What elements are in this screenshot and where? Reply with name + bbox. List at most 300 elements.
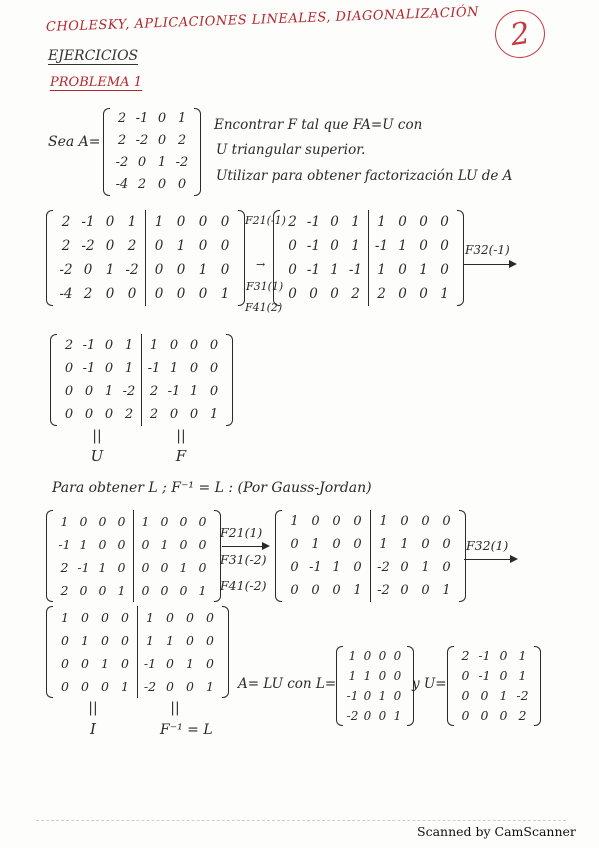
- matrix-cell: 0: [198, 560, 207, 575]
- matrix-cell: 0: [363, 709, 372, 723]
- matrix-cell: 1: [220, 286, 230, 302]
- op-f31-neg: F31(-2): [220, 552, 267, 567]
- matrix-cell: -1: [309, 560, 322, 575]
- matrix-cell: 1: [176, 238, 186, 254]
- matrix-cell: 1: [198, 262, 208, 278]
- matrix-cell: 0: [332, 537, 341, 552]
- matrix-cell: 0: [288, 238, 297, 254]
- matrix-cell: 1: [121, 679, 129, 694]
- matrix-cell: 0: [160, 560, 169, 575]
- matrix-left-bracket: [50, 334, 57, 426]
- matrix-cell: 2: [288, 214, 297, 230]
- matrix-cell: 0: [311, 583, 320, 598]
- problem-heading: PROBLEMA 1: [50, 75, 142, 90]
- matrix-cell: 1: [79, 537, 88, 552]
- matrix-cell: 0: [461, 688, 470, 703]
- op-f32-pos: F32(1): [466, 538, 509, 553]
- matrix-grid: [110, 108, 194, 196]
- matrix-cell: 1: [146, 633, 154, 648]
- matrix-cell: 1: [157, 155, 167, 170]
- op-f21-pos: F21(1): [220, 525, 263, 540]
- matrix-cell: 0: [400, 514, 409, 529]
- matrix-cell: 0: [378, 669, 387, 683]
- matrix-cell: 0: [104, 338, 114, 353]
- matrix-cell: 0: [117, 560, 126, 575]
- matrix-cell: 2: [518, 708, 527, 723]
- matrix-cell: 0: [154, 286, 164, 302]
- matrix-cell: 1: [81, 633, 89, 648]
- arrow-inverse-1: [222, 546, 268, 547]
- matrix-cell: 2: [61, 214, 71, 230]
- matrix-cell: 0: [154, 262, 164, 278]
- matrix-cell: -1: [82, 338, 96, 353]
- matrix-cell: 0: [169, 407, 179, 422]
- matrix-cell: 1: [351, 214, 360, 230]
- matrix-cell: 1: [348, 649, 357, 663]
- matrix-cell: 0: [499, 668, 508, 683]
- matrix-cell: 0: [157, 111, 167, 126]
- matrix-cell: 2: [149, 407, 159, 422]
- matrix-cell: 1: [154, 214, 164, 230]
- matrix-cell: 1: [442, 583, 451, 598]
- matrix-cell: -2: [122, 384, 136, 399]
- matrix-cell: -1: [143, 656, 157, 671]
- matrix-cell: 0: [209, 384, 219, 399]
- matrix-cell: 0: [64, 384, 74, 399]
- matrix-cell: 0: [179, 537, 188, 552]
- matrix-cell: 0: [127, 286, 137, 302]
- matrix-right-bracket: [459, 510, 466, 602]
- matrix-cell: 1: [209, 407, 219, 422]
- matrix-cell: 0: [101, 633, 109, 648]
- matrix-cell: 1: [419, 262, 428, 278]
- matrix-right-bracket: [222, 606, 229, 698]
- matrix-cell: 1: [146, 610, 154, 625]
- matrix-cell: 0: [166, 610, 174, 625]
- matrix-grid: [141, 334, 226, 426]
- matrix-cell: 1: [169, 361, 179, 376]
- matrix-cell: 2: [64, 338, 74, 353]
- equals-bar-u: ||: [92, 428, 102, 444]
- matrix-cell: 1: [440, 286, 449, 302]
- matrix-cell: 0: [220, 262, 230, 278]
- matrix-cell: -1: [77, 560, 90, 575]
- matrix-cell: 0: [440, 262, 449, 278]
- matrix-cell: -1: [306, 238, 321, 254]
- matrix-right-bracket: [534, 646, 541, 726]
- matrix-l: [336, 646, 414, 726]
- matrix-cell: 0: [186, 610, 194, 625]
- matrix-cell: 0: [393, 669, 402, 683]
- matrix-cell: 0: [393, 689, 402, 703]
- matrix-cell: -1: [58, 537, 71, 552]
- matrix-cell: 0: [98, 583, 107, 598]
- matrix-cell: 0: [64, 361, 74, 376]
- matrix-cell: 0: [189, 407, 199, 422]
- matrix-cell: 0: [117, 514, 126, 529]
- matrix-cell: 0: [105, 238, 115, 254]
- matrix-cell: 1: [330, 262, 339, 278]
- matrix-cell: 0: [206, 610, 214, 625]
- matrix-cell: 0: [330, 238, 339, 254]
- matrix-left-bracket: [103, 108, 110, 196]
- label-f: F: [175, 447, 187, 465]
- matrix-cell: 0: [499, 648, 508, 663]
- matrix-cell: 0: [84, 384, 94, 399]
- matrix-cell: 2: [61, 238, 71, 254]
- matrix-cell: -1: [82, 361, 96, 376]
- matrix-cell: 1: [379, 514, 388, 529]
- matrix-cell: 1: [141, 514, 150, 529]
- matrix-cell: 0: [332, 514, 341, 529]
- op-f21: F21(-1): [245, 214, 286, 227]
- label-u: U: [90, 447, 104, 465]
- matrix-cell: 1: [166, 633, 174, 648]
- matrix-cell: 0: [141, 583, 150, 598]
- matrix-cell: 2: [124, 407, 134, 422]
- matrix-cell: -1: [81, 214, 95, 230]
- matrix-grid: [145, 210, 238, 306]
- matrix-cell: 1: [290, 514, 299, 529]
- matrix-cell: 2: [83, 286, 93, 302]
- matrix-cell: 0: [442, 560, 451, 575]
- matrix-cell: 0: [61, 679, 69, 694]
- matrix-cell: 0: [177, 177, 187, 192]
- label-i: I: [90, 720, 96, 738]
- matrix-cell: 0: [330, 286, 339, 302]
- matrix-cell: 0: [64, 407, 74, 422]
- matrix-cell: 1: [124, 361, 134, 376]
- matrix-cell: 0: [398, 214, 407, 230]
- arrow-step-2: [463, 264, 515, 265]
- matrix-cell: 0: [186, 679, 194, 694]
- augmented-matrix-step-3: [50, 334, 233, 426]
- matrix-cell: 1: [379, 537, 388, 552]
- matrix-grid: [137, 606, 222, 698]
- matrix-cell: 0: [209, 361, 219, 376]
- matrix-cell: 1: [189, 384, 199, 399]
- matrix-cell: 1: [105, 262, 115, 278]
- matrix-cell: 0: [440, 238, 449, 254]
- matrix-cell: 0: [206, 633, 214, 648]
- page-number: 2: [508, 15, 532, 53]
- matrix-cell: 1: [421, 560, 430, 575]
- equals-bar-i: ||: [88, 700, 98, 716]
- matrix-cell: 1: [311, 537, 320, 552]
- matrix-cell: -2: [377, 583, 390, 598]
- matrix-cell: 0: [166, 656, 174, 671]
- matrix-cell: 0: [84, 407, 94, 422]
- matrix-cell: 1: [179, 560, 188, 575]
- augmented-matrix-inverse-1: [46, 510, 221, 602]
- matrix-cell: 1: [127, 214, 137, 230]
- matrix-cell: -1: [135, 111, 149, 126]
- matrix-left-bracket: [275, 510, 282, 602]
- matrix-cell: 0: [160, 583, 169, 598]
- page-title: CHOLESKY, APLICACIONES LINEALES, DIAGONALIZACIÓN: [45, 4, 480, 35]
- matrix-grid: [282, 510, 370, 602]
- matrix-cell: 2: [127, 238, 137, 254]
- matrix-cell: -2: [516, 688, 529, 703]
- matrix-cell: 1: [98, 560, 107, 575]
- matrix-cell: 0: [160, 514, 169, 529]
- matrix-grid: [53, 510, 133, 602]
- matrix-cell: 0: [198, 514, 207, 529]
- matrix-left-bracket: [447, 646, 454, 726]
- matrix-cell: 0: [104, 361, 114, 376]
- matrix-right-bracket: [457, 210, 464, 306]
- matrix-cell: -1: [167, 384, 181, 399]
- matrix-cell: 1: [149, 338, 159, 353]
- augmented-matrix-inverse-3: [46, 606, 229, 698]
- matrix-cell: 2: [149, 384, 159, 399]
- matrix-cell: 1: [353, 583, 362, 598]
- matrix-cell: 0: [189, 361, 199, 376]
- matrix-cell: 1: [363, 669, 372, 683]
- matrix-cell: 0: [311, 514, 320, 529]
- matrix-cell: 0: [220, 238, 230, 254]
- matrix-cell: 0: [186, 633, 194, 648]
- matrix-cell: 0: [393, 649, 402, 663]
- matrix-cell: 0: [398, 286, 407, 302]
- matrix-grid: [343, 646, 407, 726]
- matrix-cell: -2: [143, 679, 157, 694]
- matrix-cell: 1: [160, 537, 169, 552]
- matrix-cell: -2: [81, 238, 95, 254]
- matrix-cell: 0: [421, 514, 430, 529]
- matrix-cell: 0: [353, 514, 362, 529]
- matrix-cell: 1: [393, 709, 402, 723]
- matrix-a: [103, 108, 201, 196]
- matrix-grid: [133, 510, 214, 602]
- matrix-cell: 1: [377, 214, 386, 230]
- matrix-cell: 0: [288, 262, 297, 278]
- label-finv-eq-l: F⁻¹ = L: [160, 722, 213, 738]
- matrix-cell: 0: [461, 708, 470, 723]
- matrix-cell: 1: [104, 384, 114, 399]
- matrix-cell: -1: [478, 668, 491, 683]
- matrix-cell: 0: [61, 656, 69, 671]
- matrix-cell: 0: [400, 560, 409, 575]
- matrix-cell: 0: [421, 583, 430, 598]
- matrix-cell: 0: [105, 286, 115, 302]
- matrix-cell: -2: [346, 709, 359, 723]
- matrix-cell: 0: [176, 214, 186, 230]
- matrix-cell: 1: [351, 238, 360, 254]
- matrix-grid: [280, 210, 368, 306]
- op-f41-neg: F41(-2): [220, 578, 267, 593]
- footer-divider: [36, 820, 566, 821]
- matrix-cell: 0: [121, 610, 129, 625]
- matrix-cell: 2: [60, 583, 69, 598]
- matrix-cell: 0: [81, 679, 89, 694]
- matrix-cell: 0: [220, 214, 230, 230]
- section-heading: EJERCICIOS: [48, 48, 139, 64]
- matrix-cell: -2: [115, 155, 129, 170]
- matrix-cell: 0: [179, 514, 188, 529]
- matrix-cell: 2: [177, 133, 187, 148]
- matrix-cell: 0: [332, 583, 341, 598]
- matrix-cell: -1: [147, 361, 161, 376]
- matrix-cell: 1: [101, 656, 109, 671]
- matrix-grid: [370, 510, 459, 602]
- matrix-cell: 1: [186, 656, 194, 671]
- matrix-right-bracket: [226, 334, 233, 426]
- matrix-cell: 1: [61, 610, 69, 625]
- matrix-cell: 1: [499, 688, 508, 703]
- matrix-left-bracket: [46, 210, 53, 306]
- matrix-cell: 1: [398, 238, 407, 254]
- matrix-cell: 0: [98, 537, 107, 552]
- matrix-cell: 0: [206, 656, 214, 671]
- matrix-cell: 0: [169, 338, 179, 353]
- matrix-cell: 0: [419, 286, 428, 302]
- matrix-grid: [53, 606, 137, 698]
- matrix-cell: 0: [421, 537, 430, 552]
- matrix-cell: 0: [398, 262, 407, 278]
- matrix-cell: 0: [290, 537, 299, 552]
- matrix-cell: -2: [377, 560, 390, 575]
- matrix-cell: 0: [419, 238, 428, 254]
- matrix-grid: [454, 646, 534, 726]
- matrix-cell: 0: [141, 537, 150, 552]
- matrix-cell: 1: [518, 648, 527, 663]
- result-mid: y U=: [412, 676, 447, 692]
- matrix-left-bracket: [46, 606, 53, 698]
- page-number-circle: [492, 7, 548, 61]
- matrix-cell: 1: [400, 537, 409, 552]
- matrix-cell: 0: [353, 560, 362, 575]
- matrix-cell: 0: [176, 262, 186, 278]
- matrix-cell: 1: [124, 338, 134, 353]
- matrix-cell: 0: [198, 286, 208, 302]
- matrix-cell: -4: [115, 177, 129, 192]
- augmented-matrix-inverse-2: [275, 510, 466, 602]
- matrix-cell: 0: [378, 649, 387, 663]
- matrix-cell: 1: [60, 514, 69, 529]
- matrix-cell: 0: [309, 286, 318, 302]
- statement-line-2: U triangular superior.: [216, 142, 366, 158]
- matrix-cell: 1: [378, 689, 387, 703]
- matrix-cell: 0: [189, 338, 199, 353]
- matrix-cell: -2: [175, 155, 189, 170]
- matrix-cell: 0: [209, 338, 219, 353]
- matrix-cell: 1: [206, 679, 214, 694]
- matrix-left-bracket: [336, 646, 343, 726]
- matrix-cell: 0: [61, 633, 69, 648]
- matrix-cell: 0: [363, 689, 372, 703]
- matrix-cell: -1: [348, 262, 363, 278]
- matrix-grid: [53, 210, 145, 306]
- matrix-cell: 0: [330, 214, 339, 230]
- matrix-cell: 0: [166, 679, 174, 694]
- matrix-right-bracket: [194, 108, 201, 196]
- matrix-cell: 1: [348, 669, 357, 683]
- augmented-matrix-step-1: [46, 210, 245, 306]
- matrix-cell: 1: [332, 560, 341, 575]
- matrix-cell: 2: [60, 560, 69, 575]
- equals-bar-f: ||: [176, 428, 186, 444]
- matrix-cell: 0: [198, 537, 207, 552]
- matrix-cell: 0: [499, 708, 508, 723]
- op-f31: F31(1): [246, 280, 284, 293]
- matrix-cell: 1: [198, 583, 207, 598]
- matrix-cell: 0: [105, 214, 115, 230]
- matrix-cell: 0: [81, 656, 89, 671]
- matrix-cell: 0: [157, 133, 167, 148]
- matrix-cell: 1: [177, 111, 187, 126]
- matrix-cell: 0: [378, 709, 387, 723]
- matrix-cell: 0: [480, 688, 489, 703]
- matrix-cell: 1: [518, 668, 527, 683]
- matrix-cell: 0: [121, 656, 129, 671]
- matrix-cell: 0: [198, 214, 208, 230]
- result-prefix: A= LU con L=: [238, 676, 337, 692]
- matrix-cell: 0: [288, 286, 297, 302]
- matrix-cell: 2: [351, 286, 360, 302]
- matrix-cell: -1: [374, 238, 389, 254]
- op-arrow-1: →: [256, 258, 266, 271]
- op-f32-neg: F32(-1): [465, 243, 510, 257]
- matrix-cell: 0: [440, 214, 449, 230]
- matrix-cell: 0: [81, 610, 89, 625]
- matrix-cell: 0: [157, 177, 167, 192]
- matrix-cell: -2: [125, 262, 139, 278]
- op-f41: F41(2): [245, 301, 283, 314]
- matrix-cell: 2: [117, 111, 127, 126]
- matrix-cell: 0: [198, 238, 208, 254]
- matrix-grid: [368, 210, 457, 306]
- matrix-cell: 0: [101, 610, 109, 625]
- scanner-watermark: Scanned by CamScanner: [417, 824, 576, 839]
- matrix-left-bracket: [46, 510, 53, 602]
- matrix-cell: 2: [137, 177, 147, 192]
- matrix-cell: 0: [290, 583, 299, 598]
- gauss-jordan-heading: Para obtener L ; F⁻¹ = L : (Por Gauss-Jordan): [52, 480, 372, 496]
- matrix-cell: -4: [59, 286, 73, 302]
- matrix-cell: 0: [117, 537, 126, 552]
- arrow-inverse-2: [464, 559, 516, 560]
- sea-a-label: Sea A=: [48, 134, 101, 150]
- matrix-cell: 0: [442, 514, 451, 529]
- matrix-cell: 0: [353, 537, 362, 552]
- matrix-cell: -1: [306, 262, 321, 278]
- matrix-cell: 0: [141, 560, 150, 575]
- matrix-cell: 2: [117, 133, 127, 148]
- matrix-cell: 0: [461, 668, 470, 683]
- matrix-cell: 0: [154, 238, 164, 254]
- matrix-cell: 0: [179, 583, 188, 598]
- matrix-right-bracket: [238, 210, 245, 306]
- matrix-cell: -2: [135, 133, 149, 148]
- matrix-cell: 0: [79, 514, 88, 529]
- equals-bar-finv: ||: [170, 700, 180, 716]
- matrix-cell: -1: [478, 648, 491, 663]
- matrix-cell: 0: [83, 262, 93, 278]
- matrix-cell: 0: [104, 407, 114, 422]
- matrix-cell: 0: [480, 708, 489, 723]
- matrix-cell: 0: [98, 514, 107, 529]
- matrix-cell: 2: [461, 648, 470, 663]
- matrix-cell: 0: [121, 633, 129, 648]
- matrix-cell: 0: [101, 679, 109, 694]
- statement-line-3: Utilizar para obtener factorización LU de A: [216, 168, 513, 184]
- matrix-cell: -1: [306, 214, 321, 230]
- matrix-cell: -2: [59, 262, 73, 278]
- matrix-cell: 0: [419, 214, 428, 230]
- matrix-cell: 1: [377, 262, 386, 278]
- matrix-cell: 0: [442, 537, 451, 552]
